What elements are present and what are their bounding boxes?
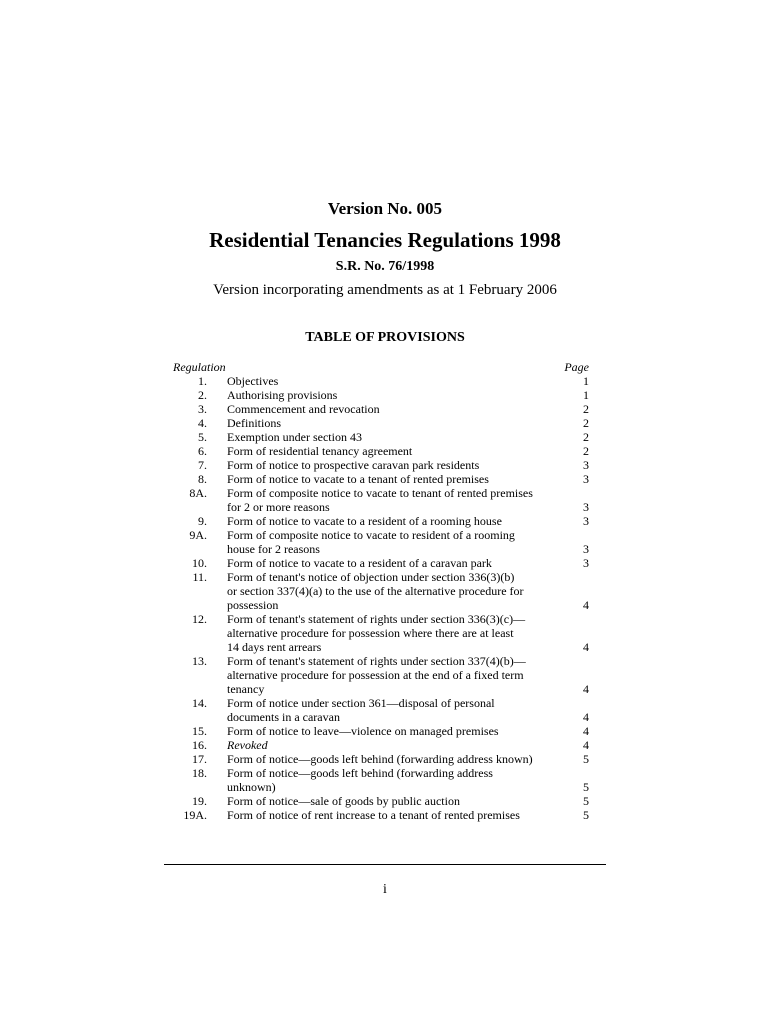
toc-entry-number: 4. [198,416,207,430]
toc-entry-number: 10. [192,556,207,570]
toc-entry-number: 9. [198,514,207,528]
toc-entry[interactable] [173,402,589,416]
toc-entry-number-cell [173,458,227,472]
toc-entry-title [227,654,573,696]
regulation-column-header: Regulation [173,360,226,374]
toc-entry-number: 19A. [183,808,207,822]
toc-column-headers [173,360,589,374]
toc-entry[interactable] [173,374,589,388]
toc-entry-number-cell [173,486,227,514]
toc-entry-title-line: alternative procedure for possession at the end of a fixed term [227,668,524,682]
toc-entry-title [227,514,573,528]
toc-entry-title-line: Exemption under section 43 [227,430,362,444]
toc-entry-number-cell [173,612,227,654]
toc-entry-title [227,430,573,444]
toc-entry-title-line: unknown) [227,780,276,794]
toc-entry[interactable] [173,570,589,612]
toc-entry-title [227,402,573,416]
toc-entry-number: 8A. [189,486,207,500]
toc-entry-number: 13. [192,654,207,668]
toc-entry[interactable] [173,766,589,794]
toc-entry-number-cell [173,556,227,570]
toc-entry-number: 3. [198,402,207,416]
toc-entry[interactable] [173,556,589,570]
toc-entry-title-line: Form of notice—goods left behind (forwarding address known) [227,752,533,766]
toc-entry-title-line: house for 2 reasons [227,542,320,556]
toc-entry-title-line: Form of notice under section 361—disposal of personal [227,696,495,710]
toc-entry-title-line: Form of notice to vacate to a tenant of rented premises [227,472,489,486]
toc-entry-number: 11. [192,570,207,584]
toc-entry-number-cell [173,444,227,458]
toc-entry-page: 3 [583,500,589,514]
toc-entry-number-cell [173,724,227,738]
toc-entry-number-cell [173,514,227,528]
toc-entry-title [227,388,573,402]
toc-entry[interactable] [173,458,589,472]
statutory-rule-number: S.R. No. 76/1998 [335,259,435,274]
toc-entry-page: 2 [583,402,589,416]
toc-entry-title-line: Form of tenant's statement of rights under section 337(4)(b)— [227,654,526,668]
toc-entry-number: 16. [192,738,207,752]
toc-entry-page: 5 [583,780,589,794]
toc-entry-title [227,556,573,570]
toc-entry-title [227,458,573,472]
toc-entry[interactable] [173,808,589,822]
toc-entry-title-line: Authorising provisions [227,388,338,402]
toc-entry-title [227,766,573,794]
toc-entry-title [227,416,573,430]
toc-entry[interactable] [173,696,589,724]
toc-entry-number: 15. [192,724,207,738]
toc-entry-page: 4 [583,738,589,752]
toc-entry[interactable] [173,514,589,528]
toc-entry-page: 4 [583,682,589,696]
toc-entry-page: 3 [583,514,589,528]
version-number: Version No. 005 [327,199,443,218]
toc-entry[interactable] [173,752,589,766]
toc-entry-number: 7. [198,458,207,472]
toc-entry-number-cell [173,388,227,402]
toc-entry-page: 5 [583,794,589,808]
toc-entry-title [227,570,573,612]
toc-entry-title [227,738,573,752]
toc-entry-title [227,528,573,556]
toc-entry-title-line: possession [227,598,279,612]
toc-entry-title [227,472,573,486]
toc-entry-number: 9A. [189,528,207,542]
toc-entry-number-cell [173,794,227,808]
toc-entry-number: 17. [192,752,207,766]
toc-entry-page: 3 [583,458,589,472]
toc-entry-title-line: Form of notice of rent increase to a tenant of rented premises [227,808,520,822]
toc-entry-page: 3 [583,556,589,570]
toc-entry-title-line: or section 337(4)(a) to the use of the alternative procedure for [227,584,524,598]
toc-entry-number-cell [173,808,227,822]
toc-entry-number-cell [173,402,227,416]
toc-entry-title [227,794,573,808]
toc-entry-number: 8. [198,472,207,486]
footer-rule [164,864,606,865]
page-column-header: Page [564,360,589,374]
toc-entry-number: 12. [192,612,207,626]
toc-entry-title-line: alternative procedure for possession where there are at least [227,626,514,640]
toc-entry-title [227,724,573,738]
document-title: Residential Tenancies Regulations 1998 [209,228,561,252]
toc-entry-number: 1. [198,374,207,388]
toc-entry-title-line: Commencement and revocation [227,402,380,416]
toc-entry[interactable] [173,654,589,696]
toc-entry-number-cell [173,752,227,766]
toc-entry-page: 2 [583,416,589,430]
toc-entry-page: 3 [583,472,589,486]
toc-entry-number: 2. [198,388,207,402]
toc-entry[interactable] [173,612,589,654]
toc-entry[interactable] [173,738,589,752]
toc-entry-number-cell [173,696,227,724]
toc-entry-page: 4 [583,710,589,724]
toc-entry-page: 2 [583,444,589,458]
toc-entry-title-line: Revoked [227,738,268,752]
toc-entry[interactable] [173,472,589,486]
toc-heading: TABLE OF PROVISIONS [305,330,465,345]
toc-entry-number-cell [173,416,227,430]
toc-entry-page: 5 [583,808,589,822]
toc-entry-title-line: Form of residential tenancy agreement [227,444,413,458]
toc-entry-title-line: Form of composite notice to vacate to resident of a rooming [227,528,515,542]
toc-entry-page: 4 [583,598,589,612]
toc-entry-title-line: Definitions [227,416,281,430]
toc-entry-title-line: Form of notice to vacate to a resident of a rooming house [227,514,502,528]
toc-entry-number: 5. [198,430,207,444]
toc-entry-title-line: Form of notice to prospective caravan park residents [227,458,480,472]
toc-entry[interactable] [173,794,589,808]
toc-entry-title [227,752,573,766]
toc-entry-title-line: Form of notice—sale of goods by public auction [227,794,460,808]
toc-entry-title [227,374,573,388]
toc-entry-page: 4 [583,640,589,654]
toc-entry-page: 1 [583,374,589,388]
toc-entry-page: 1 [583,388,589,402]
toc-entry[interactable] [173,416,589,430]
toc-entry-title-line: tenancy [227,682,265,696]
toc-entry-number-cell [173,528,227,556]
toc-entry-number-cell [173,654,227,696]
table-of-provisions [173,360,589,822]
toc-entry[interactable] [173,430,589,444]
toc-entry-number-cell [173,430,227,444]
toc-entry[interactable] [173,388,589,402]
toc-entry-title-line: Form of composite notice to vacate to tenant of rented premises [227,486,533,500]
toc-entry-title-line: Form of notice to leave—violence on managed premises [227,724,499,738]
toc-entry-title [227,808,573,822]
toc-entry-number-cell [173,738,227,752]
toc-entry-number-cell [173,570,227,612]
toc-entry-title [227,486,573,514]
toc-entry-page: 2 [583,430,589,444]
toc-entry-number-cell [173,472,227,486]
toc-entry-title [227,444,573,458]
toc-entry-title-line: Form of tenant's statement of rights under section 336(3)(c)— [227,612,526,626]
toc-entry-title-line: 14 days rent arrears [227,640,322,654]
toc-entry[interactable] [173,724,589,738]
page-number: i [383,882,387,897]
toc-entry-title-line: Form of notice to vacate to a resident of a caravan park [227,556,492,570]
toc-entry-number: 19. [192,794,207,808]
toc-entry-number: 14. [192,696,207,710]
toc-entry[interactable] [173,528,589,556]
toc-entry-number: 6. [198,444,207,458]
toc-entry-title [227,612,573,654]
toc-entry-title-line: Form of notice—goods left behind (forwarding address [227,766,493,780]
toc-entry-title [227,696,573,724]
toc-entry-number: 18. [192,766,207,780]
toc-entry[interactable] [173,486,589,514]
toc-entry[interactable] [173,444,589,458]
toc-entry-title-line: Form of tenant's notice of objection under section 336(3)(b) [227,570,515,584]
toc-entry-page: 4 [583,724,589,738]
toc-entry-page: 3 [583,542,589,556]
version-incorporating-note: Version incorporating amendments as at 1 February 2006 [213,282,557,298]
toc-entry-title-line: Objectives [227,374,279,388]
toc-entry-page: 5 [583,752,589,766]
toc-entry-title-line: for 2 or more reasons [227,500,330,514]
toc-entry-number-cell [173,766,227,794]
toc-entry-title-line: documents in a caravan [227,710,340,724]
toc-entry-number-cell [173,374,227,388]
